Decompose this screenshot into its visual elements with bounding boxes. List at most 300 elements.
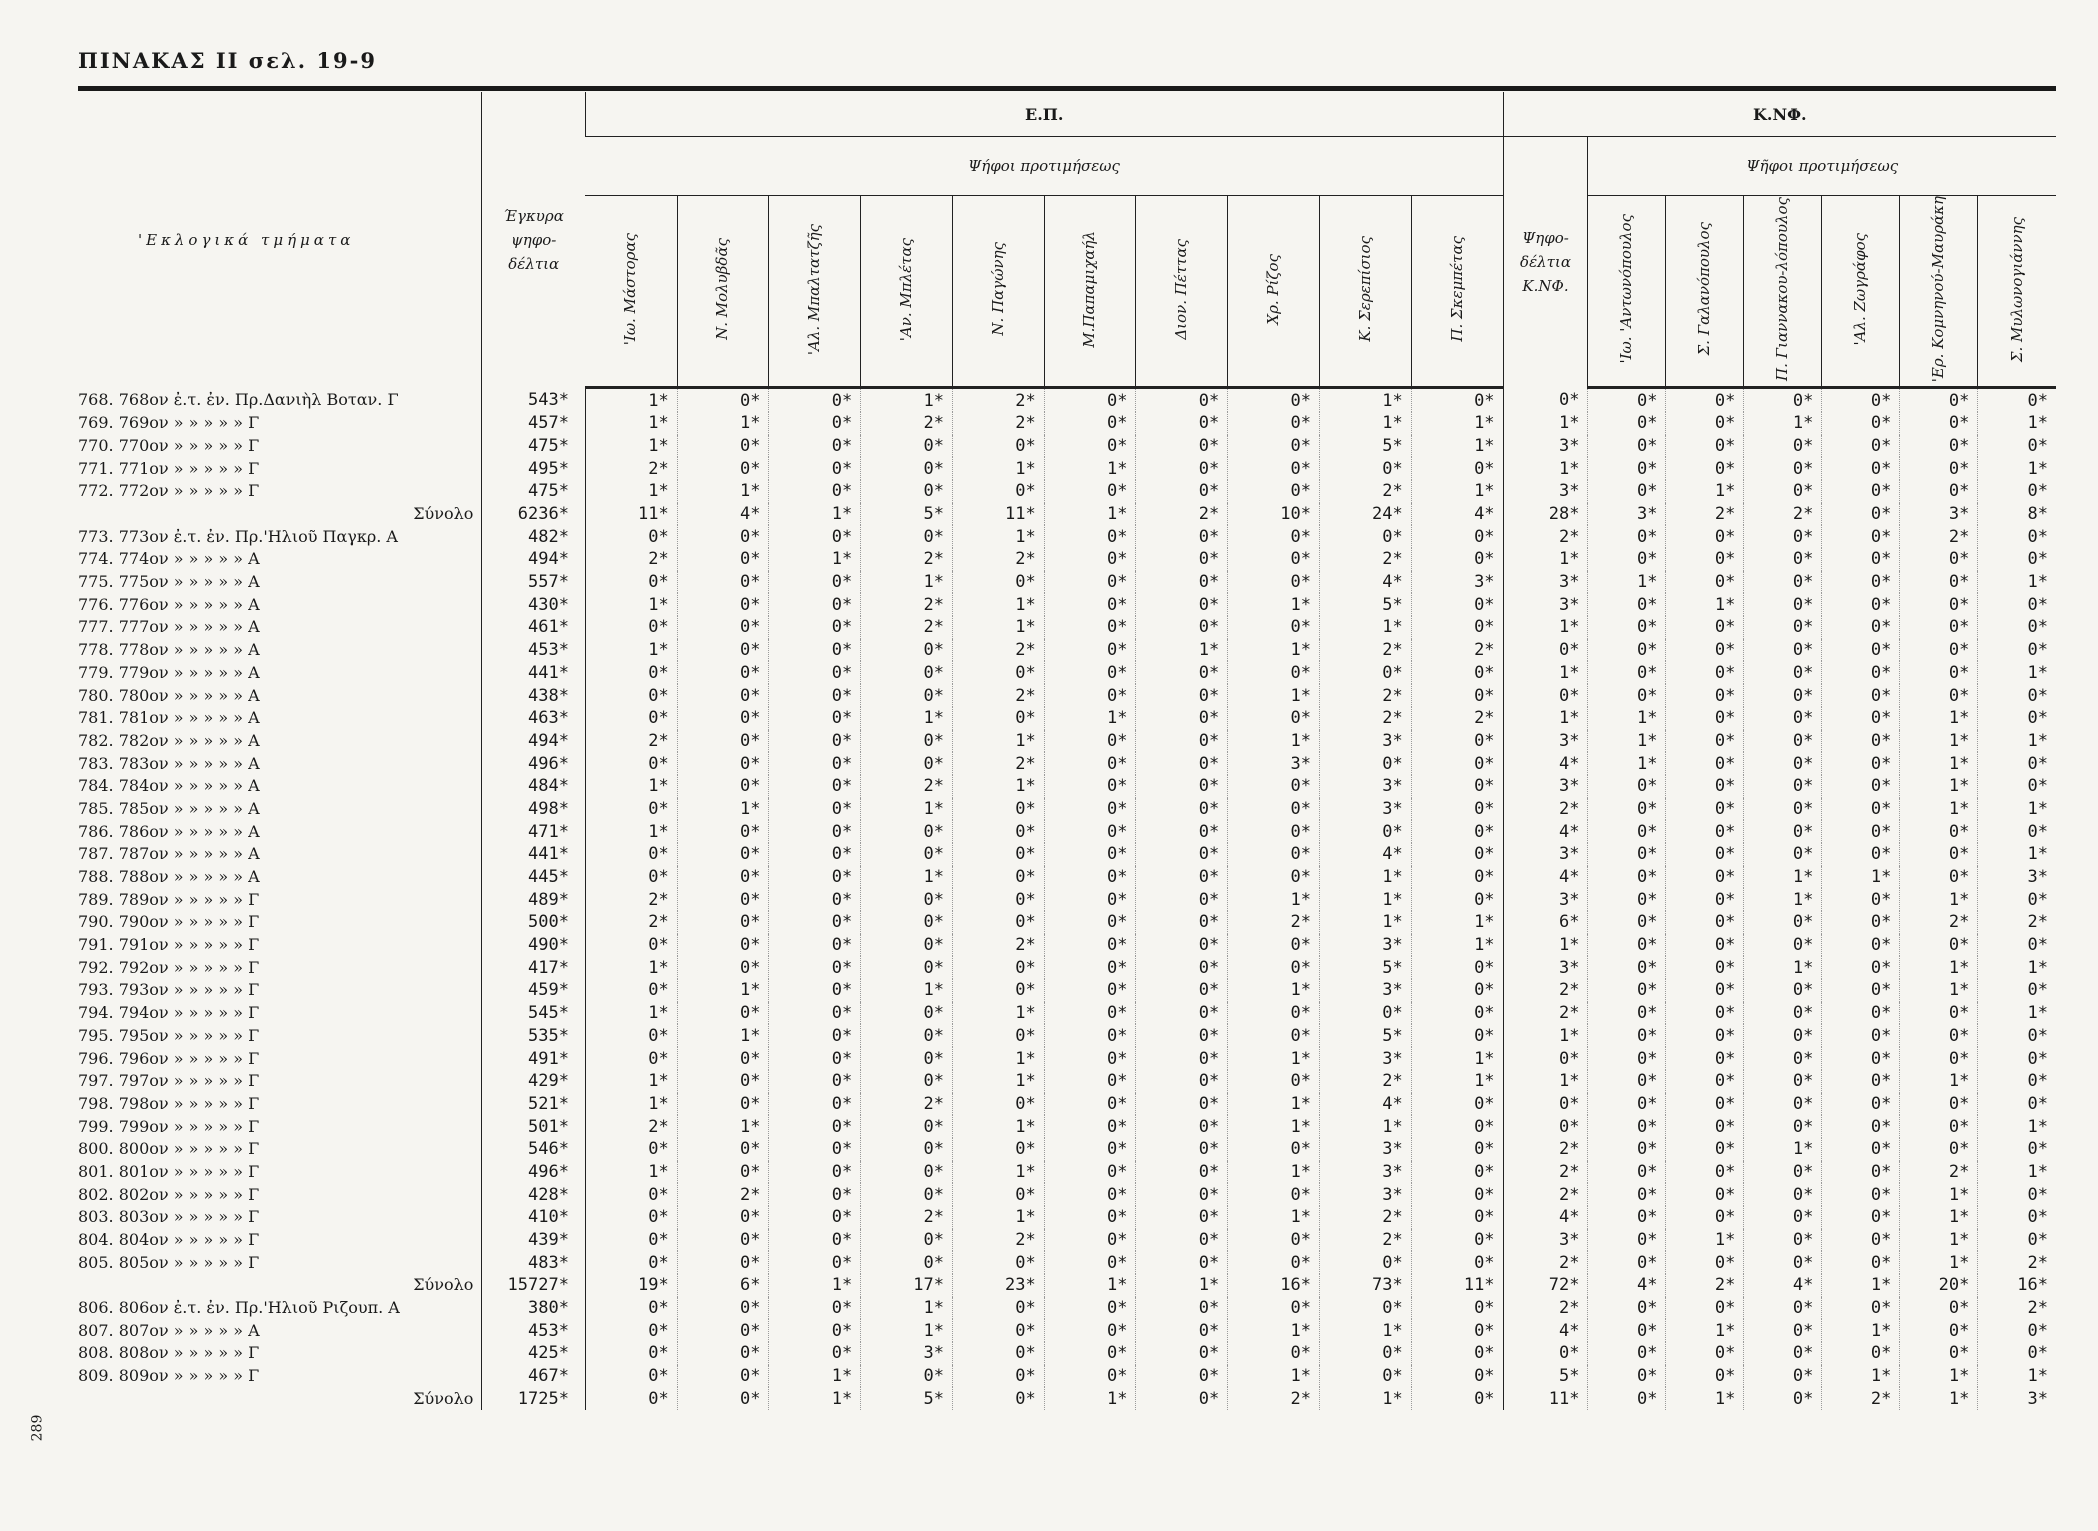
vote-cell: 0*: [861, 684, 953, 707]
vote-cell: 0*: [1588, 661, 1666, 684]
vote-cell: 0*: [1822, 820, 1900, 843]
vote-cell: 0*: [1588, 1342, 1666, 1365]
vote-cell: 0*: [1744, 1161, 1822, 1184]
vote-cell: 1*: [1319, 1387, 1411, 1410]
vote-cell: 0*: [585, 1047, 677, 1070]
vote-cell: 0*: [1136, 798, 1228, 821]
knf-ballots-cell: 11*: [1503, 1387, 1588, 1410]
vote-cell: 0*: [1044, 934, 1136, 957]
vote-cell: 0*: [1900, 639, 1978, 662]
vote-cell: 0*: [1228, 1024, 1320, 1047]
vote-cell: 0*: [1978, 639, 2056, 662]
vote-cell: 1*: [585, 1093, 677, 1116]
vote-cell: 0*: [1744, 911, 1822, 934]
vote-cell: 0*: [769, 1115, 861, 1138]
vote-cell: 0*: [769, 1024, 861, 1047]
vote-cell: 2*: [1900, 1161, 1978, 1184]
vote-cell: 0*: [1744, 820, 1822, 843]
precinct-label: 794. 794ον » » » » » Γ: [78, 1003, 260, 1023]
vote-cell: 0*: [1822, 1161, 1900, 1184]
vote-cell: 0*: [861, 661, 953, 684]
vote-cell: 0*: [1744, 707, 1822, 730]
total-label: Σύνολο: [413, 1388, 474, 1408]
vote-cell: 0*: [1136, 457, 1228, 480]
vote-cell: 0*: [1044, 1138, 1136, 1161]
valid-ballots-cell: 475*: [482, 480, 586, 503]
vote-cell: 0*: [769, 866, 861, 889]
vote-cell: 1*: [1900, 707, 1978, 730]
vote-cell: 2*: [1978, 911, 2056, 934]
knf-ballots-cell: 72*: [1503, 1274, 1588, 1297]
vote-cell: 1*: [1228, 1161, 1320, 1184]
vote-cell: 0*: [1900, 457, 1978, 480]
vote-cell: 0*: [1822, 934, 1900, 957]
valid-ballots-cell: 543*: [482, 388, 586, 412]
vote-cell: 0*: [1822, 956, 1900, 979]
vote-cell: 0*: [1228, 525, 1320, 548]
table-row: [78, 1093, 2056, 1116]
vote-cell: 0*: [1228, 480, 1320, 503]
vote-cell: 4*: [1319, 843, 1411, 866]
valid-ballots-cell: 482*: [482, 525, 586, 548]
vote-cell: 2*: [1319, 639, 1411, 662]
vote-cell: 0*: [1978, 525, 2056, 548]
vote-cell: 0*: [1044, 480, 1136, 503]
valid-ballots-cell: 494*: [482, 548, 586, 571]
vote-cell: 1*: [1044, 503, 1136, 526]
vote-cell: 0*: [1900, 820, 1978, 843]
vote-cell: 1*: [677, 979, 769, 1002]
vote-cell: 0*: [1744, 1002, 1822, 1025]
knf-ballots-cell: 0*: [1503, 1047, 1588, 1070]
precinct-label: 773. 773ον ἐ.τ. ἐν. Πρ.'Ηλιοῦ Παγκρ. Α: [78, 526, 398, 546]
vote-cell: 1*: [1744, 866, 1822, 889]
table-row: [78, 843, 2056, 866]
vote-cell: 0*: [1744, 684, 1822, 707]
vote-cell: 0*: [1044, 1115, 1136, 1138]
valid-ballots-cell: 483*: [482, 1251, 586, 1274]
vote-cell: 1*: [1319, 616, 1411, 639]
ep-candidate-header: [677, 196, 769, 388]
vote-cell: 0*: [1822, 1002, 1900, 1025]
vote-cell: 0*: [1136, 1342, 1228, 1365]
vote-cell: 0*: [1588, 388, 1666, 412]
vote-cell: 2*: [952, 388, 1044, 412]
knf-ballots-cell: 3*: [1503, 888, 1588, 911]
vote-cell: 0*: [1136, 1047, 1228, 1070]
vote-cell: 2*: [1228, 911, 1320, 934]
vote-cell: 2*: [1319, 1229, 1411, 1252]
vote-cell: 0*: [1411, 888, 1503, 911]
vote-cell: 0*: [861, 1365, 953, 1388]
vote-cell: 0*: [1136, 435, 1228, 458]
table-row: [78, 616, 2056, 639]
vote-cell: 0*: [1588, 412, 1666, 435]
vote-cell: 1*: [1900, 798, 1978, 821]
vote-cell: 0*: [1411, 593, 1503, 616]
vote-cell: 0*: [1666, 1251, 1744, 1274]
vote-cell: 1*: [861, 866, 953, 889]
vote-cell: 0*: [952, 1297, 1044, 1320]
knf-candidate-header: [1588, 196, 1666, 388]
knf-ballots-cell: 6*: [1503, 911, 1588, 934]
vote-cell: 1*: [861, 571, 953, 594]
total-label: Σύνολο: [413, 504, 474, 524]
vote-cell: 1*: [952, 1002, 1044, 1025]
vote-cell: 1*: [861, 798, 953, 821]
vote-cell: 0*: [1319, 661, 1411, 684]
vote-cell: 1*: [861, 1319, 953, 1342]
vote-cell: 0*: [1666, 775, 1744, 798]
vote-cell: 2*: [1900, 525, 1978, 548]
vote-cell: 0*: [677, 1161, 769, 1184]
vote-cell: 0*: [1900, 571, 1978, 594]
vote-cell: 0*: [952, 1319, 1044, 1342]
knf-candidate-header: [1822, 196, 1900, 388]
vote-cell: 0*: [1900, 1115, 1978, 1138]
vote-cell: 0*: [1319, 1251, 1411, 1274]
vote-cell: 0*: [585, 707, 677, 730]
precinct-label: 796. 796ον » » » » » Γ: [78, 1048, 260, 1068]
vote-cell: 0*: [677, 730, 769, 753]
vote-cell: 0*: [769, 775, 861, 798]
vote-cell: 0*: [1666, 707, 1744, 730]
vote-cell: 0*: [952, 1251, 1044, 1274]
vote-cell: 3*: [1319, 1161, 1411, 1184]
vote-cell: 0*: [677, 388, 769, 412]
vote-cell: 0*: [1136, 775, 1228, 798]
valid-ballots-cell: 484*: [482, 775, 586, 798]
vote-cell: 0*: [769, 571, 861, 594]
vote-cell: 5*: [1319, 435, 1411, 458]
vote-cell: 0*: [1666, 1093, 1744, 1116]
vote-cell: 0*: [861, 730, 953, 753]
vote-cell: 0*: [1588, 1365, 1666, 1388]
vote-cell: 0*: [1411, 1183, 1503, 1206]
vote-cell: 0*: [1900, 435, 1978, 458]
vote-cell: 0*: [861, 480, 953, 503]
vote-cell: 1*: [1411, 911, 1503, 934]
ep-candidate-name: Χρ. Ρίζος: [1263, 253, 1282, 325]
precinct-label: 791. 791ον » » » » » Γ: [78, 935, 260, 955]
vote-cell: 17*: [861, 1274, 953, 1297]
knf-pref-votes-header: Ψῆφοι προτιμήσεως: [1588, 137, 2056, 196]
precinct-label: 782. 782ον » » » » » Α: [78, 730, 260, 750]
vote-cell: 0*: [1588, 525, 1666, 548]
ep-candidate-name: Ν. Μολυβδᾶς: [713, 238, 732, 341]
vote-cell: 0*: [1228, 1342, 1320, 1365]
vote-cell: 2*: [1666, 1274, 1744, 1297]
vote-cell: 11*: [952, 503, 1044, 526]
vote-cell: 2*: [952, 412, 1044, 435]
valid-ballots-cell: 521*: [482, 1093, 586, 1116]
knf-ballots-cell: 1*: [1503, 1024, 1588, 1047]
vote-cell: 0*: [1136, 1002, 1228, 1025]
vote-cell: 0*: [1411, 1342, 1503, 1365]
vote-cell: 1*: [769, 1365, 861, 1388]
vote-cell: 0*: [1411, 1297, 1503, 1320]
vote-cell: 0*: [1900, 1342, 1978, 1365]
vote-cell: 0*: [1978, 435, 2056, 458]
vote-cell: 1*: [677, 412, 769, 435]
vote-cell: 0*: [769, 1070, 861, 1093]
vote-cell: 0*: [1136, 1319, 1228, 1342]
vote-cell: 0*: [861, 1115, 953, 1138]
vote-cell: 0*: [1588, 593, 1666, 616]
precinct-label: 789. 789ον » » » » » Γ: [78, 889, 260, 909]
vote-cell: 0*: [1900, 1138, 1978, 1161]
knf-ballots-header: Ψηφο- δέλτια Κ.ΝΦ.: [1503, 137, 1588, 388]
total-row: [78, 1274, 2056, 1297]
vote-cell: 1*: [585, 775, 677, 798]
vote-cell: 0*: [1744, 388, 1822, 412]
vote-cell: 1*: [1411, 934, 1503, 957]
vote-cell: 3*: [1228, 752, 1320, 775]
vote-cell: 0*: [769, 480, 861, 503]
vote-cell: 0*: [1044, 684, 1136, 707]
table-row: [78, 1002, 2056, 1025]
vote-cell: 0*: [1744, 1229, 1822, 1252]
vote-cell: 1*: [1900, 1251, 1978, 1274]
vote-cell: 1*: [769, 1387, 861, 1410]
vote-cell: 1*: [1044, 707, 1136, 730]
vote-cell: 0*: [1744, 639, 1822, 662]
vote-cell: 0*: [1900, 548, 1978, 571]
vote-cell: 0*: [1900, 684, 1978, 707]
vote-cell: 0*: [1900, 480, 1978, 503]
vote-cell: 0*: [677, 1138, 769, 1161]
vote-cell: 0*: [1666, 1047, 1744, 1070]
vote-cell: 0*: [585, 1251, 677, 1274]
ep-candidate-header: [1228, 196, 1320, 388]
vote-cell: 1*: [1044, 457, 1136, 480]
vote-cell: 24*: [1319, 503, 1411, 526]
vote-cell: 0*: [861, 457, 953, 480]
ep-candidate-header: [585, 196, 677, 388]
vote-cell: 0*: [1136, 707, 1228, 730]
vote-cell: 1*: [585, 593, 677, 616]
valid-ballots-cell: 425*: [482, 1342, 586, 1365]
vote-cell: 1*: [1900, 979, 1978, 1002]
vote-cell: 0*: [585, 684, 677, 707]
vote-cell: 0*: [952, 571, 1044, 594]
vote-cell: 0*: [1744, 1342, 1822, 1365]
vote-cell: 0*: [1822, 571, 1900, 594]
vote-cell: 1*: [952, 593, 1044, 616]
vote-cell: 1*: [1319, 1115, 1411, 1138]
valid-ballots-cell: 380*: [482, 1297, 586, 1320]
vote-cell: 0*: [1044, 730, 1136, 753]
valid-ballots-cell: 453*: [482, 1319, 586, 1342]
vote-cell: 2*: [952, 684, 1044, 707]
vote-cell: 0*: [769, 1002, 861, 1025]
vote-cell: 1*: [1666, 1319, 1744, 1342]
vote-cell: 0*: [1588, 1047, 1666, 1070]
vote-cell: 0*: [1588, 911, 1666, 934]
vote-cell: 0*: [677, 548, 769, 571]
table-row: [78, 457, 2056, 480]
vote-cell: 0*: [585, 1297, 677, 1320]
valid-ballots-cell: 495*: [482, 457, 586, 480]
vote-cell: 0*: [1822, 730, 1900, 753]
vote-cell: 0*: [1822, 548, 1900, 571]
table-row: [78, 1229, 2056, 1252]
vote-cell: 0*: [1666, 956, 1744, 979]
vote-cell: 2*: [861, 775, 953, 798]
vote-cell: 1*: [952, 1206, 1044, 1229]
valid-ballots-cell: 545*: [482, 1002, 586, 1025]
vote-cell: 0*: [861, 1251, 953, 1274]
vote-cell: 2*: [1319, 707, 1411, 730]
vote-cell: 0*: [1228, 571, 1320, 594]
knf-ballots-cell: 1*: [1503, 661, 1588, 684]
vote-cell: 1*: [952, 1115, 1044, 1138]
vote-cell: 0*: [1044, 593, 1136, 616]
vote-cell: 0*: [861, 843, 953, 866]
precinct-label: 783. 783ον » » » » » Α: [78, 753, 260, 773]
vote-cell: 0*: [1822, 1251, 1900, 1274]
vote-cell: 0*: [1319, 457, 1411, 480]
vote-cell: 0*: [1744, 1047, 1822, 1070]
vote-cell: 0*: [861, 1138, 953, 1161]
vote-cell: 0*: [677, 1070, 769, 1093]
vote-cell: 0*: [1666, 661, 1744, 684]
vote-cell: 0*: [1136, 956, 1228, 979]
vote-cell: 4*: [1744, 1274, 1822, 1297]
vote-cell: 0*: [585, 1229, 677, 1252]
vote-cell: 1*: [1978, 956, 2056, 979]
vote-cell: 0*: [677, 775, 769, 798]
vote-cell: 0*: [1228, 798, 1320, 821]
vote-cell: 0*: [585, 866, 677, 889]
vote-cell: 0*: [861, 1047, 953, 1070]
vote-cell: 0*: [1411, 1161, 1503, 1184]
valid-ballots-cell: 459*: [482, 979, 586, 1002]
vote-cell: 0*: [1666, 1342, 1744, 1365]
vote-cell: 0*: [952, 798, 1044, 821]
vote-cell: 0*: [952, 1138, 1044, 1161]
valid-ballots-cell: 453*: [482, 639, 586, 662]
vote-cell: 0*: [1978, 1183, 2056, 1206]
vote-cell: 1*: [1978, 412, 2056, 435]
vote-cell: 0*: [769, 979, 861, 1002]
vote-cell: 0*: [1411, 661, 1503, 684]
valid-ballots-cell: 546*: [482, 1138, 586, 1161]
vote-cell: 0*: [952, 435, 1044, 458]
vote-cell: 1*: [1666, 593, 1744, 616]
vote-cell: 0*: [677, 593, 769, 616]
vote-cell: 0*: [1044, 956, 1136, 979]
vote-cell: 0*: [1666, 1161, 1744, 1184]
vote-cell: 0*: [1744, 775, 1822, 798]
vote-cell: 0*: [769, 888, 861, 911]
vote-cell: 0*: [769, 661, 861, 684]
valid-ballots-cell: 6236*: [482, 503, 586, 526]
vote-cell: 0*: [952, 1183, 1044, 1206]
knf-ballots-cell: 2*: [1503, 1161, 1588, 1184]
valid-ballots-cell: 15727*: [482, 1274, 586, 1297]
knf-ballots-cell: 0*: [1503, 1093, 1588, 1116]
vote-cell: 0*: [1136, 820, 1228, 843]
vote-cell: 0*: [769, 752, 861, 775]
vote-cell: 0*: [1588, 684, 1666, 707]
vote-cell: 1*: [1411, 1070, 1503, 1093]
vote-cell: 0*: [769, 593, 861, 616]
ep-candidate-name: Ν. Παγώνης: [988, 242, 1007, 336]
vote-cell: 0*: [1588, 1229, 1666, 1252]
vote-cell: 0*: [1666, 1024, 1744, 1047]
vote-cell: 1*: [1978, 730, 2056, 753]
vote-cell: 0*: [1588, 866, 1666, 889]
vote-cell: 3*: [1319, 934, 1411, 957]
vote-cell: 0*: [1228, 1183, 1320, 1206]
vote-cell: 0*: [861, 1070, 953, 1093]
vote-cell: 0*: [1822, 1206, 1900, 1229]
vote-cell: 4*: [1588, 1274, 1666, 1297]
vote-cell: 3*: [1319, 979, 1411, 1002]
knf-ballots-cell: 3*: [1503, 593, 1588, 616]
vote-cell: 0*: [1411, 1229, 1503, 1252]
vote-cell: 1*: [1666, 480, 1744, 503]
vote-cell: 0*: [1411, 1387, 1503, 1410]
vote-cell: 0*: [1978, 1093, 2056, 1116]
vote-cell: 2*: [1744, 503, 1822, 526]
vote-cell: 0*: [861, 1002, 953, 1025]
vote-cell: 1*: [1319, 412, 1411, 435]
vote-cell: 73*: [1319, 1274, 1411, 1297]
vote-cell: 0*: [1978, 388, 2056, 412]
precinct-label: 807. 807ον » » » » » Α: [78, 1320, 260, 1340]
vote-cell: 0*: [1978, 1047, 2056, 1070]
vote-cell: 1*: [952, 1070, 1044, 1093]
vote-cell: 0*: [769, 639, 861, 662]
valid-ballots-cell: 441*: [482, 843, 586, 866]
vote-cell: 0*: [1411, 1024, 1503, 1047]
vote-cell: 1*: [1228, 1365, 1320, 1388]
precinct-label: 806. 806ον ἐ.τ. ἐν. Πρ.'Ηλιοῦ Ριζουπ. Α: [78, 1298, 400, 1318]
vote-cell: 0*: [1588, 1138, 1666, 1161]
precinct-label: 792. 792ον » » » » » Γ: [78, 957, 260, 977]
table-row: [78, 820, 2056, 843]
vote-cell: 0*: [1978, 548, 2056, 571]
vote-cell: 0*: [1411, 752, 1503, 775]
vote-cell: 1*: [952, 525, 1044, 548]
vote-cell: 2*: [1319, 1070, 1411, 1093]
vote-cell: 0*: [677, 888, 769, 911]
vote-cell: 0*: [1044, 1183, 1136, 1206]
table-row: [78, 1251, 2056, 1274]
vote-cell: 0*: [1319, 1365, 1411, 1388]
vote-cell: 0*: [769, 1047, 861, 1070]
vote-cell: 1*: [1900, 1387, 1978, 1410]
vote-cell: 1*: [1228, 730, 1320, 753]
vote-cell: 0*: [1900, 1024, 1978, 1047]
vote-cell: 1*: [1411, 412, 1503, 435]
vote-cell: 3*: [1319, 1047, 1411, 1070]
knf-ballots-cell: 0*: [1503, 639, 1588, 662]
vote-cell: 0*: [1666, 1206, 1744, 1229]
vote-cell: 2*: [585, 730, 677, 753]
table-row: [78, 571, 2056, 594]
precinct-label: 777. 777ον » » » » » Α: [78, 617, 260, 637]
vote-cell: 0*: [769, 1206, 861, 1229]
vote-cell: 0*: [1411, 1115, 1503, 1138]
vote-cell: 0*: [677, 435, 769, 458]
knf-ballots-cell: 3*: [1503, 775, 1588, 798]
knf-ballots-cell: 4*: [1503, 1319, 1588, 1342]
vote-cell: 0*: [1228, 1138, 1320, 1161]
vote-cell: 0*: [677, 707, 769, 730]
